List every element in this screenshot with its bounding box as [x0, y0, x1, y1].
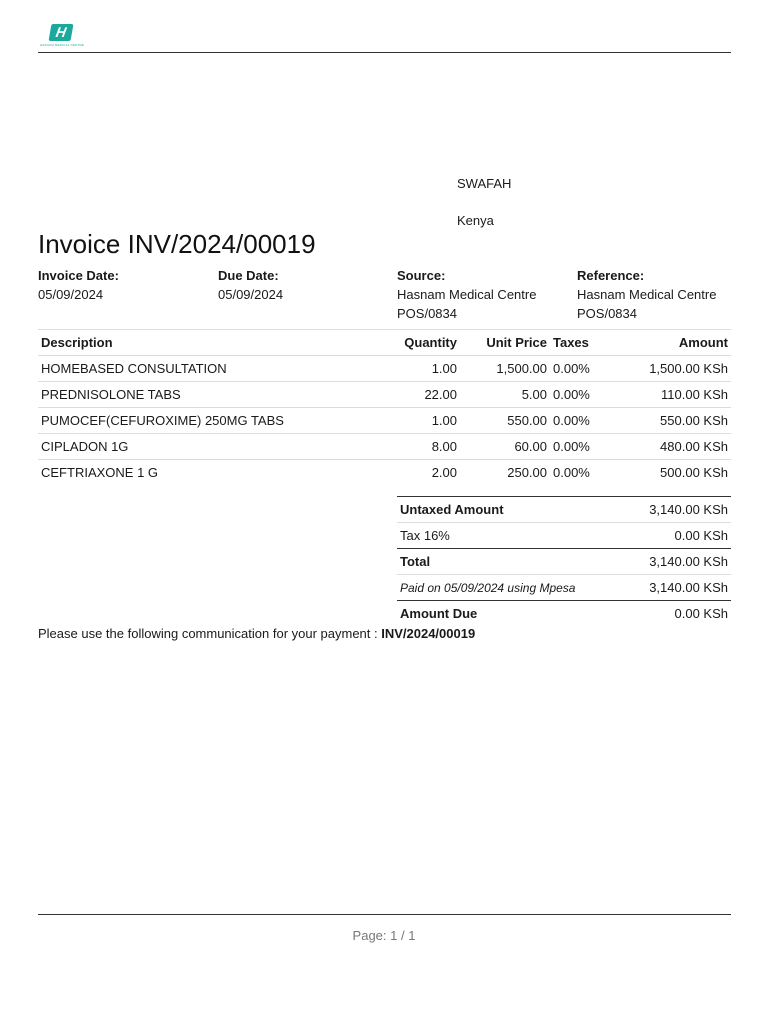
customer-name: SWAFAH [457, 176, 512, 191]
line-taxes: 0.00% [550, 460, 606, 486]
table-header-row [38, 330, 731, 356]
source-line1: Hasnam Medical Centre [397, 287, 537, 302]
total-value: 3,140.00 KSh [625, 549, 731, 575]
line-quantity: 1.00 [384, 356, 460, 382]
line-description: PREDNISOLONE TABS [38, 382, 384, 408]
table-row [38, 434, 731, 460]
source-label: Source: [397, 268, 446, 283]
invoice-date-value: 05/09/2024 [38, 287, 104, 302]
header-description: Description [38, 330, 384, 356]
customer-address [457, 176, 511, 250]
untaxed-value: 3,140.00 KSh [625, 497, 731, 523]
reference-line2: POS/0834 [577, 306, 637, 321]
line-amount: 550.00 KSh [606, 408, 731, 434]
payment-label: Paid on 05/09/2024 using Mpesa [397, 575, 625, 601]
line-quantity: 1.00 [384, 408, 460, 434]
reference-block [577, 266, 716, 323]
line-amount: 500.00 KSh [606, 460, 731, 486]
logo-text: HASNAM MEDICAL CENTRE [39, 43, 85, 47]
amount-due-row [397, 601, 731, 627]
line-taxes: 0.00% [550, 408, 606, 434]
header-taxes: Taxes [550, 330, 606, 356]
invoice-title: Invoice INV/2024/00019 [38, 229, 316, 259]
amount-due-value: 0.00 KSh [625, 601, 731, 627]
source-block [397, 266, 536, 323]
footer-divider [38, 914, 731, 915]
line-amount: 480.00 KSh [606, 434, 731, 460]
logo-mark: H [49, 24, 74, 41]
page-number: Page: 1 / 1 [352, 928, 416, 943]
line-unit-price: 550.00 [460, 408, 550, 434]
totals-table [397, 496, 731, 626]
line-description: CIPLADON 1G [38, 434, 384, 460]
due-date-value: 05/09/2024 [218, 287, 284, 302]
reference-line1: Hasnam Medical Centre [577, 287, 717, 302]
line-quantity: 22.00 [384, 382, 460, 408]
customer-country: Kenya [457, 213, 494, 228]
tax-label: Tax 16% [397, 523, 625, 549]
invoice-lines-table [38, 329, 731, 485]
communication-reference: INV/2024/00019 [381, 626, 476, 641]
due-date-label: Due Date: [218, 268, 279, 283]
header-amount: Amount [606, 330, 731, 356]
total-label: Total [397, 549, 625, 575]
header-quantity: Quantity [384, 330, 460, 356]
untaxed-label: Untaxed Amount [397, 497, 625, 523]
line-quantity: 8.00 [384, 434, 460, 460]
payment-communication [38, 626, 475, 641]
payment-row [397, 575, 731, 601]
total-row [397, 549, 731, 575]
header-unit-price: Unit Price [460, 330, 550, 356]
table-row [38, 408, 731, 434]
payment-value: 3,140.00 KSh [625, 575, 731, 601]
tax-row [397, 523, 731, 549]
table-row [38, 460, 731, 486]
tax-value: 0.00 KSh [625, 523, 731, 549]
line-quantity: 2.00 [384, 460, 460, 486]
line-taxes: 0.00% [550, 434, 606, 460]
line-taxes: 0.00% [550, 356, 606, 382]
company-logo [38, 24, 86, 48]
reference-label: Reference: [577, 268, 645, 283]
header-divider [38, 52, 731, 53]
line-description: CEFTRIAXONE 1 G [38, 460, 384, 486]
line-taxes: 0.00% [550, 382, 606, 408]
invoice-date-label: Invoice Date: [38, 268, 119, 283]
due-date-block [218, 266, 283, 304]
line-description: PUMOCEF(CEFUROXIME) 250MG TABS [38, 408, 384, 434]
table-row [38, 382, 731, 408]
line-unit-price: 5.00 [460, 382, 550, 408]
line-amount: 1,500.00 KSh [606, 356, 731, 382]
communication-text: Please use the following communication for your payment : [38, 626, 382, 641]
line-unit-price: 250.00 [460, 460, 550, 486]
table-row [38, 356, 731, 382]
line-unit-price: 1,500.00 [460, 356, 550, 382]
invoice-date-block [38, 266, 119, 304]
line-amount: 110.00 KSh [606, 382, 731, 408]
line-description: HOMEBASED CONSULTATION [38, 356, 384, 382]
line-unit-price: 60.00 [460, 434, 550, 460]
source-line2: POS/0834 [397, 306, 457, 321]
amount-due-label: Amount Due [397, 601, 625, 627]
untaxed-row [397, 497, 731, 523]
